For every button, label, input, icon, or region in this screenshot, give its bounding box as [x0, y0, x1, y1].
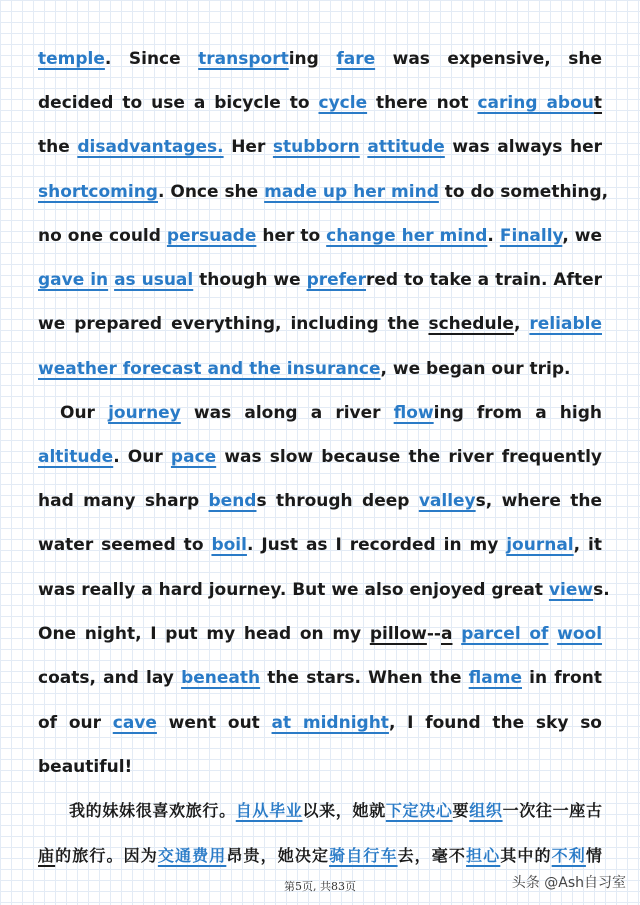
highlighted-vocab: flow: [393, 403, 434, 423]
highlighted-vocab: prefer: [306, 270, 366, 290]
text-segment: s, where the: [475, 491, 602, 511]
highlighted-vocab: gave in: [38, 270, 109, 290]
text-line: [38, 575, 610, 605]
text-segment: s.: [593, 580, 610, 600]
highlighted-vocab: journal: [506, 535, 574, 555]
highlighted-vocab: at midnight: [271, 713, 389, 733]
text-segment: 的旅行。因为: [55, 846, 158, 865]
highlighted-vocab: weather forecast and the insurance: [38, 359, 381, 379]
text-segment: 一次往一座古: [502, 801, 602, 820]
text-segment: though we: [193, 270, 307, 290]
highlighted-vocab: attitude: [367, 137, 445, 157]
text-line: [38, 398, 602, 428]
text-segment: 情: [585, 846, 602, 865]
highlighted-vocab: stubborn: [272, 137, 360, 157]
text-segment: coats, and lay: [38, 668, 182, 688]
highlighted-vocab: 骑自行车: [329, 846, 398, 865]
highlighted-vocab: flame: [468, 668, 522, 688]
highlighted-vocab: 自从毕业: [235, 801, 303, 820]
highlighted-vocab: temple: [38, 49, 105, 69]
text-segment: , I found the sky so: [388, 713, 602, 733]
text-segment: One night, I put my head on my: [38, 624, 370, 644]
text-segment: ing: [288, 49, 337, 69]
highlighted-vocab: beneath: [181, 668, 261, 688]
highlighted-vocab: boil: [211, 535, 247, 555]
text-line: [38, 265, 602, 295]
text-segment: water seemed to: [38, 535, 212, 555]
highlighted-vocab: as usual: [114, 270, 194, 290]
text-segment: , we: [562, 226, 602, 246]
text-line: [38, 88, 602, 118]
text-segment: , it: [573, 535, 602, 555]
text-segment: there not: [367, 93, 478, 113]
text-segment: was expensive, she: [375, 49, 602, 69]
text-line: [38, 177, 609, 207]
text-segment: --: [426, 624, 441, 644]
underlined-text: pillow: [369, 624, 427, 644]
highlighted-vocab: 不利: [551, 846, 586, 865]
text-segment: decided to use a bicycle to: [38, 93, 319, 113]
text-segment: the: [38, 137, 78, 157]
text-segment: 去，毫不: [397, 846, 467, 865]
text-segment: [548, 624, 557, 644]
underlined-text: a: [441, 624, 453, 644]
text-segment: of our: [38, 713, 113, 733]
highlighted-vocab: cave: [112, 713, 157, 733]
highlighted-vocab: 担心: [466, 846, 501, 865]
text-segment: 我的妹妹很喜欢旅行。: [69, 801, 236, 820]
highlighted-vocab: altitude: [38, 447, 114, 467]
highlighted-vocab: Finally: [499, 226, 563, 246]
text-segment: . Our: [113, 447, 171, 467]
highlighted-vocab: change her mind: [326, 226, 488, 246]
text-segment: 以来，她就: [302, 801, 386, 820]
highlighted-vocab: shortcoming: [38, 182, 158, 202]
highlighted-vocab: bend: [208, 491, 257, 511]
text-segment: . Once she: [157, 182, 265, 202]
text-segment: 其中的: [500, 846, 552, 865]
text-segment: . Since: [104, 49, 199, 69]
text-segment: we prepared everything, including the: [38, 314, 429, 334]
text-segment: in front: [522, 668, 602, 688]
highlighted-vocab: caring abou: [477, 93, 594, 113]
text-segment: her to: [256, 226, 327, 246]
text-line: [38, 708, 602, 738]
highlighted-vocab: transport: [198, 49, 289, 69]
text-line: [38, 354, 602, 384]
highlighted-vocab: made up her mind: [264, 182, 439, 202]
text-segment: no one could: [38, 226, 167, 246]
text-line: [38, 796, 602, 826]
text-line: [38, 132, 602, 162]
highlighted-vocab: cycle: [318, 93, 368, 113]
text-segment: Her: [223, 137, 273, 157]
text-segment: was along a river: [180, 403, 394, 423]
highlighted-vocab: disadvantages.: [77, 137, 224, 157]
text-segment: 昂贵，她决定: [226, 846, 330, 865]
highlighted-vocab: persuade: [166, 226, 257, 246]
highlighted-vocab: 组织: [469, 801, 503, 820]
text-line: [38, 663, 602, 693]
text-segment: [452, 624, 461, 644]
text-segment: was slow because the river frequently: [216, 447, 602, 467]
text-segment: Our: [60, 403, 109, 423]
text-line: [38, 442, 602, 472]
text-segment: was really a hard journey. But we also enjoyed great: [38, 580, 549, 600]
highlighted-vocab: 交通费用: [157, 846, 227, 865]
page-footer: 第5页, 共83页: [284, 880, 356, 893]
highlighted-vocab: valley: [418, 491, 476, 511]
highlighted-vocab: 下定决心: [385, 801, 453, 820]
text-segment: had many sharp: [38, 491, 209, 511]
text-segment: red to take a train. After: [365, 270, 602, 290]
text-line: [38, 309, 602, 339]
highlighted-vocab: fare: [336, 49, 376, 69]
highlighted-vocab: reliable: [529, 314, 602, 334]
underlined-text: t: [593, 93, 603, 113]
text-segment: ,: [513, 314, 530, 334]
text-segment: went out: [156, 713, 272, 733]
text-segment: s through deep: [256, 491, 419, 511]
text-segment: ing from a high: [433, 403, 603, 423]
text-line: [38, 530, 602, 560]
text-segment: was always her: [444, 137, 602, 157]
text-line: [38, 44, 602, 74]
underlined-text: schedule: [428, 314, 514, 334]
highlighted-vocab: view: [548, 580, 594, 600]
text-line: [38, 221, 602, 251]
text-line: [38, 841, 602, 871]
highlighted-vocab: pace: [170, 447, 217, 467]
highlighted-vocab: wool: [557, 624, 603, 644]
text-line: [38, 619, 602, 649]
text-segment: . Just as I recorded in my: [246, 535, 507, 555]
text-line: [38, 752, 602, 782]
watermark: 头条 @Ash自习室: [511, 875, 626, 891]
highlighted-vocab: parcel of: [461, 624, 549, 644]
text-segment: the stars. When the: [260, 668, 469, 688]
text-line: [38, 486, 602, 516]
underlined-text: 庙: [38, 846, 56, 865]
highlighted-vocab: journey: [108, 403, 181, 423]
text-segment: beautiful!: [38, 757, 133, 777]
text-segment: to do something,: [438, 182, 609, 202]
text-segment: 要: [452, 801, 470, 820]
text-segment: , we began our trip.: [380, 359, 571, 379]
text-segment: .: [487, 226, 500, 246]
